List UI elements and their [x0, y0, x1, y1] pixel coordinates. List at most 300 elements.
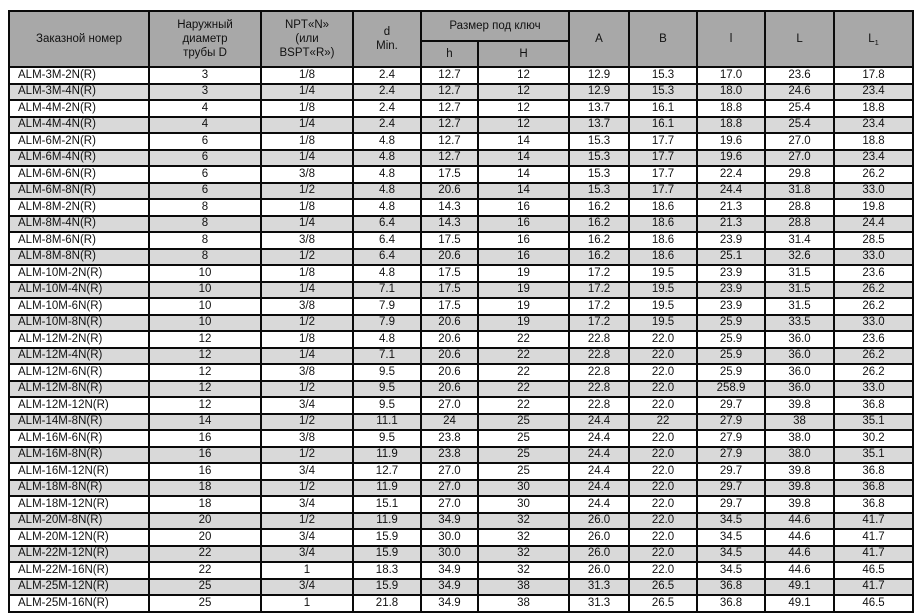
table-cell: 1/8 — [261, 67, 353, 84]
table-cell: 22 — [478, 331, 569, 348]
table-cell: 23.4 — [834, 150, 913, 167]
table-cell: 27.9 — [697, 447, 765, 464]
table-cell: 41.7 — [834, 579, 913, 596]
table-cell: 24.4 — [834, 216, 913, 233]
table-cell: 20.6 — [421, 183, 478, 200]
table-cell: 32 — [478, 529, 569, 546]
table-cell: 19.8 — [834, 199, 913, 216]
table-cell: 41.7 — [834, 529, 913, 546]
table-cell: 10 — [149, 282, 261, 299]
table-cell: 26.0 — [569, 562, 629, 579]
table-cell: 24.4 — [569, 430, 629, 447]
table-cell: 22.0 — [629, 364, 697, 381]
header-col-L1 — [834, 11, 913, 67]
table-row — [9, 480, 913, 497]
table-cell: 12.7 — [421, 67, 478, 84]
table-cell: 41.7 — [834, 546, 913, 563]
cell-order-number: ALM-20M-12N(R) — [9, 529, 149, 546]
table-cell: 1/2 — [261, 249, 353, 266]
table-cell: 18.8 — [697, 117, 765, 134]
table-cell: 16 — [478, 232, 569, 249]
table-cell: 9.5 — [353, 430, 421, 447]
table-row — [9, 150, 913, 167]
table-cell: 20.6 — [421, 348, 478, 365]
table-cell: 26.2 — [834, 298, 913, 315]
cell-order-number: ALM-12M-8N(R) — [9, 381, 149, 398]
table-cell: 44.6 — [765, 513, 834, 530]
cell-order-number: ALM-16M-6N(R) — [9, 430, 149, 447]
table-cell: 22 — [478, 397, 569, 414]
cell-order-number: ALM-4M-4N(R) — [9, 117, 149, 134]
table-cell: 1/2 — [261, 183, 353, 200]
table-cell: 8 — [149, 232, 261, 249]
table-cell: 25 — [478, 447, 569, 464]
table-cell: 12 — [478, 117, 569, 134]
table-cell: 15.3 — [569, 166, 629, 183]
table-header — [9, 11, 913, 67]
table-cell: 12.7 — [421, 133, 478, 150]
table-cell: 6 — [149, 166, 261, 183]
table-cell: 25 — [478, 463, 569, 480]
table-cell: 17.2 — [569, 298, 629, 315]
table-cell: 15.9 — [353, 529, 421, 546]
table-cell: 18 — [149, 496, 261, 513]
table-cell: 3/8 — [261, 364, 353, 381]
table-row — [9, 414, 913, 431]
table-cell: 31.5 — [765, 265, 834, 282]
table-cell: 16.1 — [629, 100, 697, 117]
table-cell: 17.5 — [421, 265, 478, 282]
header-col-l: l — [697, 11, 765, 67]
table-cell: 21.3 — [697, 216, 765, 233]
table-cell: 19 — [478, 282, 569, 299]
table-cell: 1/2 — [261, 381, 353, 398]
table-cell: 31.4 — [765, 232, 834, 249]
table-row — [9, 447, 913, 464]
table-cell: 22.8 — [569, 381, 629, 398]
table-cell: 39.8 — [765, 463, 834, 480]
table-cell: 26.2 — [834, 282, 913, 299]
table-cell: 49.1 — [765, 595, 834, 612]
table-cell: 29.7 — [697, 463, 765, 480]
table-cell: 16 — [478, 216, 569, 233]
table-cell: 3/4 — [261, 529, 353, 546]
table-cell: 4.8 — [353, 183, 421, 200]
header-npt-line3: BSPT«R») — [279, 47, 335, 59]
table-cell: 25 — [478, 414, 569, 431]
table-cell: 36.8 — [834, 496, 913, 513]
table-cell: 14 — [478, 166, 569, 183]
table-row — [9, 298, 913, 315]
table-cell: 29.7 — [697, 397, 765, 414]
table-cell: 25.4 — [765, 117, 834, 134]
cell-order-number: ALM-6M-6N(R) — [9, 166, 149, 183]
table-cell: 17.7 — [629, 150, 697, 167]
table-cell: 23.9 — [697, 282, 765, 299]
header-outer-diameter-line1: Наружный — [177, 18, 233, 31]
table-cell: 25 — [149, 595, 261, 612]
table-cell: 1/2 — [261, 315, 353, 332]
table-cell: 22.0 — [629, 447, 697, 464]
table-cell: 32 — [478, 513, 569, 530]
table-row — [9, 232, 913, 249]
table-cell: 19 — [478, 265, 569, 282]
table-cell: 27.9 — [697, 414, 765, 431]
table-cell: 33.5 — [765, 315, 834, 332]
table-cell: 18.6 — [629, 249, 697, 266]
table-row — [9, 529, 913, 546]
table-cell: 34.5 — [697, 513, 765, 530]
table-cell: 4 — [149, 117, 261, 134]
table-row — [9, 133, 913, 150]
header-npt-line1: NPT«N» — [284, 18, 330, 31]
table-cell: 14 — [149, 414, 261, 431]
table-row — [9, 496, 913, 513]
cell-order-number: ALM-16M-12N(R) — [9, 463, 149, 480]
table-row — [9, 100, 913, 117]
table-cell: 39.8 — [765, 496, 834, 513]
table-cell: 22.0 — [629, 562, 697, 579]
table-cell: 4.8 — [353, 166, 421, 183]
table-cell: 11.1 — [353, 414, 421, 431]
table-cell: 36.0 — [765, 331, 834, 348]
table-cell: 25.1 — [697, 249, 765, 266]
table-cell: 15.9 — [353, 546, 421, 563]
table-cell: 8 — [149, 249, 261, 266]
table-cell: 20.6 — [421, 315, 478, 332]
table-row — [9, 546, 913, 563]
table-cell: 25.9 — [697, 348, 765, 365]
table-cell: 26.2 — [834, 364, 913, 381]
table-cell: 23.8 — [421, 447, 478, 464]
table-cell: 4.8 — [353, 150, 421, 167]
table-cell: 22.8 — [569, 364, 629, 381]
header-d-min — [353, 11, 421, 67]
cell-order-number: ALM-8M-6N(R) — [9, 232, 149, 249]
table-cell: 18.3 — [353, 562, 421, 579]
table-cell: 24.6 — [765, 84, 834, 101]
table-cell: 12.7 — [421, 150, 478, 167]
table-cell: 12 — [478, 84, 569, 101]
table-row — [9, 463, 913, 480]
table-cell: 36.8 — [834, 463, 913, 480]
table-cell: 31.8 — [765, 183, 834, 200]
table-cell: 7.1 — [353, 282, 421, 299]
table-cell: 32 — [478, 562, 569, 579]
table-cell: 39.8 — [765, 480, 834, 497]
table-cell: 33.0 — [834, 381, 913, 398]
table-cell: 22.8 — [569, 397, 629, 414]
table-cell: 9.5 — [353, 397, 421, 414]
table-cell: 16 — [149, 447, 261, 464]
header-col-L1-main: L — [868, 32, 875, 45]
table-cell: 20.6 — [421, 331, 478, 348]
table-cell: 12 — [149, 381, 261, 398]
table-cell: 19.6 — [697, 150, 765, 167]
cell-order-number: ALM-6M-4N(R) — [9, 150, 149, 167]
cell-order-number: ALM-12M-6N(R) — [9, 364, 149, 381]
table-row — [9, 249, 913, 266]
table-cell: 24.4 — [569, 480, 629, 497]
table-cell: 23.6 — [834, 331, 913, 348]
table-cell: 26.0 — [569, 529, 629, 546]
table-cell: 12.7 — [421, 100, 478, 117]
table-row — [9, 595, 913, 612]
table-cell: 26.5 — [629, 595, 697, 612]
table-cell: 23.6 — [765, 67, 834, 84]
table-cell: 26.2 — [834, 166, 913, 183]
table-row — [9, 84, 913, 101]
table-cell: 16 — [149, 463, 261, 480]
table-cell: 34.5 — [697, 562, 765, 579]
table-cell: 17.0 — [697, 67, 765, 84]
table-cell: 26.0 — [569, 513, 629, 530]
header-outer-diameter-line3: трубы D — [183, 47, 227, 59]
table-cell: 3 — [149, 84, 261, 101]
table-cell: 18.8 — [697, 100, 765, 117]
table-cell: 19.5 — [629, 282, 697, 299]
table-cell: 18.8 — [834, 133, 913, 150]
table-cell: 44.6 — [765, 529, 834, 546]
table-cell: 6.4 — [353, 249, 421, 266]
table-cell: 1/8 — [261, 331, 353, 348]
table-cell: 19.5 — [629, 315, 697, 332]
table-cell: 22 — [149, 562, 261, 579]
table-cell: 23.4 — [834, 117, 913, 134]
header-wrench-h: h — [421, 41, 478, 67]
table-cell: 27.0 — [421, 463, 478, 480]
table-cell: 23.4 — [834, 84, 913, 101]
table-cell: 10 — [149, 265, 261, 282]
table-cell: 35.1 — [834, 414, 913, 431]
table-cell: 1/8 — [261, 133, 353, 150]
table-cell: 38 — [478, 579, 569, 596]
table-cell: 9.5 — [353, 364, 421, 381]
table-cell: 15.3 — [629, 84, 697, 101]
table-cell: 38 — [765, 414, 834, 431]
cell-order-number: ALM-12M-4N(R) — [9, 348, 149, 365]
table-cell: 16 — [478, 199, 569, 216]
table-cell: 4.8 — [353, 265, 421, 282]
table-cell: 16.2 — [569, 249, 629, 266]
table-cell: 12.7 — [353, 463, 421, 480]
table-cell: 30.0 — [421, 546, 478, 563]
table-cell: 36.0 — [765, 381, 834, 398]
table-cell: 27.0 — [421, 496, 478, 513]
table-cell: 6.4 — [353, 216, 421, 233]
table-cell: 20.6 — [421, 364, 478, 381]
table-cell: 33.0 — [834, 315, 913, 332]
table-cell: 22.0 — [629, 430, 697, 447]
cell-order-number: ALM-8M-8N(R) — [9, 249, 149, 266]
table-row — [9, 183, 913, 200]
table-cell: 17.8 — [834, 67, 913, 84]
table-cell: 41.7 — [834, 513, 913, 530]
table-cell: 29.7 — [697, 480, 765, 497]
table-cell: 18.0 — [697, 84, 765, 101]
table-cell: 28.5 — [834, 232, 913, 249]
cell-order-number: ALM-12M-2N(R) — [9, 331, 149, 348]
table-cell: 10 — [149, 315, 261, 332]
cell-order-number: ALM-18M-8N(R) — [9, 480, 149, 497]
table-cell: 25 — [478, 430, 569, 447]
table-cell: 31.5 — [765, 298, 834, 315]
table-cell: 46.5 — [834, 595, 913, 612]
header-col-A: A — [569, 11, 629, 67]
spec-table-container — [8, 10, 912, 613]
table-cell: 14 — [478, 183, 569, 200]
table-cell: 22.0 — [629, 381, 697, 398]
table-cell: 258.9 — [697, 381, 765, 398]
table-cell: 3/8 — [261, 430, 353, 447]
table-cell: 34.9 — [421, 562, 478, 579]
table-cell: 12.7 — [421, 117, 478, 134]
table-cell: 22.0 — [629, 397, 697, 414]
header-wrench-size-group: Размер под ключ — [421, 11, 569, 41]
cell-order-number: ALM-22M-12N(R) — [9, 546, 149, 563]
table-cell: 27.0 — [421, 480, 478, 497]
table-cell: 1/2 — [261, 414, 353, 431]
table-cell: 22 — [478, 381, 569, 398]
table-cell: 7.9 — [353, 315, 421, 332]
table-cell: 24.4 — [569, 414, 629, 431]
table-cell: 30.2 — [834, 430, 913, 447]
table-cell: 9.5 — [353, 381, 421, 398]
cell-order-number: ALM-6M-8N(R) — [9, 183, 149, 200]
table-cell: 17.7 — [629, 183, 697, 200]
table-cell: 26.0 — [569, 546, 629, 563]
cell-order-number: ALM-8M-4N(R) — [9, 216, 149, 233]
table-cell: 11.9 — [353, 480, 421, 497]
table-cell: 30 — [478, 480, 569, 497]
table-cell: 23.6 — [834, 265, 913, 282]
table-cell: 26.5 — [629, 579, 697, 596]
header-col-B: B — [629, 11, 697, 67]
table-cell: 19.5 — [629, 265, 697, 282]
table-cell: 14.3 — [421, 216, 478, 233]
cell-order-number: ALM-14M-8N(R) — [9, 414, 149, 431]
table-cell: 22.0 — [629, 331, 697, 348]
table-row — [9, 348, 913, 365]
table-cell: 12.7 — [421, 84, 478, 101]
table-cell: 25.9 — [697, 364, 765, 381]
table-cell: 12.9 — [569, 84, 629, 101]
table-row — [9, 166, 913, 183]
table-cell: 24.4 — [569, 496, 629, 513]
table-cell: 38.0 — [765, 430, 834, 447]
table-cell: 36.8 — [834, 397, 913, 414]
table-cell: 25.4 — [765, 100, 834, 117]
cell-order-number: ALM-10M-2N(R) — [9, 265, 149, 282]
table-cell: 1/4 — [261, 150, 353, 167]
table-cell: 17.5 — [421, 166, 478, 183]
table-cell: 12 — [478, 67, 569, 84]
table-row — [9, 579, 913, 596]
table-cell: 1/2 — [261, 480, 353, 497]
table-cell: 33.0 — [834, 249, 913, 266]
table-cell: 26.2 — [834, 348, 913, 365]
spec-table — [8, 10, 914, 613]
table-cell: 12 — [149, 364, 261, 381]
table-cell: 22 — [149, 546, 261, 563]
table-cell: 8 — [149, 199, 261, 216]
table-cell: 3/8 — [261, 232, 353, 249]
table-cell: 36.8 — [834, 480, 913, 497]
header-row-1 — [9, 11, 913, 41]
table-cell: 1/4 — [261, 117, 353, 134]
table-cell: 12 — [149, 348, 261, 365]
header-npt-thread — [261, 11, 353, 67]
table-cell: 32.6 — [765, 249, 834, 266]
table-row — [9, 331, 913, 348]
table-cell: 29.8 — [765, 166, 834, 183]
table-cell: 14 — [478, 150, 569, 167]
table-cell: 17.5 — [421, 232, 478, 249]
table-cell: 11.9 — [353, 513, 421, 530]
table-row — [9, 315, 913, 332]
table-cell: 18.6 — [629, 216, 697, 233]
table-cell: 3/8 — [261, 166, 353, 183]
table-cell: 6.4 — [353, 232, 421, 249]
table-cell: 15.1 — [353, 496, 421, 513]
table-cell: 4 — [149, 100, 261, 117]
table-cell: 19.6 — [697, 133, 765, 150]
table-cell: 16.1 — [629, 117, 697, 134]
table-cell: 30 — [478, 496, 569, 513]
table-cell: 27.9 — [697, 430, 765, 447]
table-cell: 1/8 — [261, 199, 353, 216]
table-cell: 34.9 — [421, 579, 478, 596]
table-cell: 22.0 — [629, 496, 697, 513]
table-cell: 13.7 — [569, 100, 629, 117]
table-cell: 12 — [149, 331, 261, 348]
table-cell: 23.9 — [697, 265, 765, 282]
table-cell: 17.5 — [421, 298, 478, 315]
table-cell: 17.7 — [629, 133, 697, 150]
table-row — [9, 67, 913, 84]
cell-order-number: ALM-4M-2N(R) — [9, 100, 149, 117]
table-cell: 44.6 — [765, 546, 834, 563]
table-cell: 6 — [149, 133, 261, 150]
table-cell: 22.0 — [629, 546, 697, 563]
table-cell: 17.2 — [569, 315, 629, 332]
table-row — [9, 562, 913, 579]
table-cell: 23.8 — [421, 430, 478, 447]
table-cell: 10 — [149, 298, 261, 315]
cell-order-number: ALM-12M-12N(R) — [9, 397, 149, 414]
table-cell: 44.6 — [765, 562, 834, 579]
table-cell: 34.9 — [421, 513, 478, 530]
table-cell: 7.1 — [353, 348, 421, 365]
table-cell: 20.6 — [421, 381, 478, 398]
table-cell: 34.5 — [697, 546, 765, 563]
table-cell: 28.8 — [765, 199, 834, 216]
table-cell: 17.5 — [421, 282, 478, 299]
table-cell: 3/4 — [261, 579, 353, 596]
table-cell: 22.0 — [629, 463, 697, 480]
table-cell: 1/4 — [261, 216, 353, 233]
cell-order-number: ALM-10M-6N(R) — [9, 298, 149, 315]
table-cell: 3/4 — [261, 496, 353, 513]
table-cell: 18.6 — [629, 199, 697, 216]
table-cell: 22.8 — [569, 348, 629, 365]
table-cell: 1/2 — [261, 513, 353, 530]
table-cell: 23.9 — [697, 298, 765, 315]
table-cell: 16.2 — [569, 199, 629, 216]
table-cell: 19 — [478, 298, 569, 315]
table-cell: 36.8 — [697, 579, 765, 596]
table-cell: 22.8 — [569, 331, 629, 348]
